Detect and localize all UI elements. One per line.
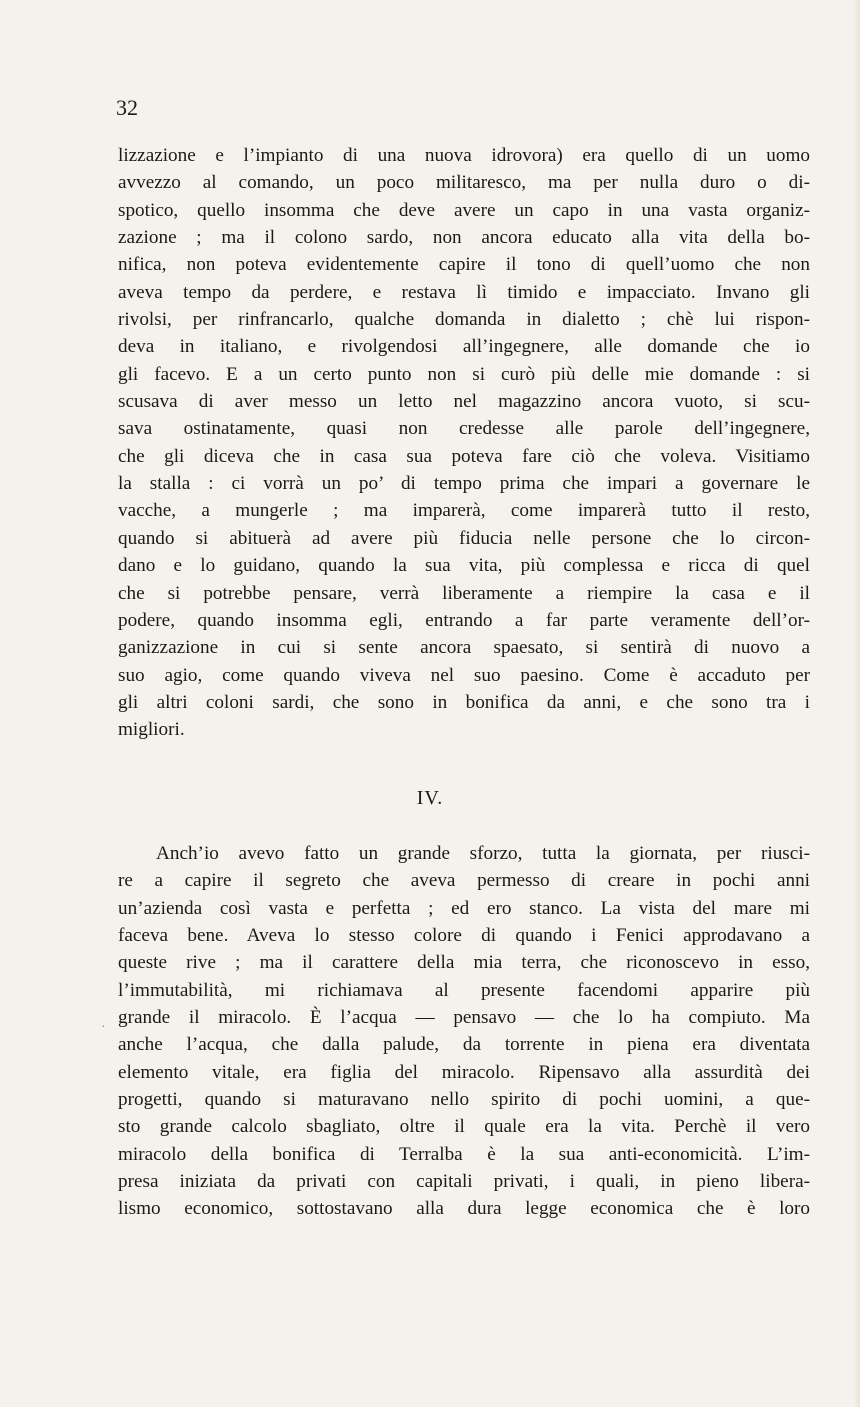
text-line: anche l’acqua, che dalla palude, da torrente in piena era diventata bbox=[118, 1034, 810, 1056]
paragraph-section-iv bbox=[118, 840, 810, 1223]
text-line: zazione ; ma il colono sardo, non ancora educato alla vita della bo- bbox=[118, 227, 810, 249]
text-line: miracolo della bonifica di Terralba è la sua anti-economicità. L’im- bbox=[118, 1143, 810, 1165]
text-line: faceva bene. Aveva lo stesso colore di quando i Fenici approdavano a bbox=[118, 925, 810, 947]
text-line: nifica, non poteva evidentemente capire il tono di quell’uomo che non bbox=[118, 254, 810, 276]
text-line: presa iniziata da privati con capitali privati, i quali, in pieno libera- bbox=[118, 1171, 810, 1193]
text-line: Anch’io avevo fatto un grande sforzo, tutta la giornata, per riusci- bbox=[156, 843, 810, 864]
text-line: sto grande calcolo sbagliato, oltre il quale era la vita. Perchè il vero bbox=[118, 1116, 810, 1138]
text-line: migliori. bbox=[118, 719, 185, 741]
text-line: scusava di aver messo un letto nel magazzino ancora vuoto, si scu- bbox=[118, 391, 810, 413]
text-line: rivolsi, per rinfrancarlo, qualche domanda in dialetto ; chè lui rispon- bbox=[118, 309, 810, 331]
text-line: un’azienda così vasta e perfetta ; ed ero stanco. La vista del mare mi bbox=[118, 897, 810, 919]
text-line: aveva tempo da perdere, e restava lì timido e impacciato. Invano gli bbox=[118, 281, 810, 303]
text-line: avvezzo al comando, un poco militaresco, ma per nulla duro o di- bbox=[118, 172, 810, 194]
text-line: grande il miracolo. È l’acqua — pensavo — che lo ha compiuto. Ma bbox=[118, 1007, 810, 1029]
text-line: ganizzazione in cui si sente ancora spaesato, si sentirà di nuovo a bbox=[118, 637, 810, 659]
text-line: podere, quando insomma egli, entrando a far parte veramente dell’or- bbox=[118, 609, 810, 631]
text-line: queste rive ; ma il carattere della mia terra, che riconoscevo in esso, bbox=[118, 952, 810, 974]
text-line: gli facevo. E a un certo punto non si curò più delle mie domande : si bbox=[118, 363, 810, 385]
text-line: l’immutabilità, mi richiamava al presente facendomi apparire più bbox=[118, 979, 810, 1001]
text-line: suo agio, come quando viveva nel suo paesino. Come è accaduto per bbox=[118, 664, 810, 686]
text-line: gli altri coloni sardi, che sono in bonifica da anni, e che sono tra i bbox=[118, 691, 810, 713]
paragraph-continuation bbox=[118, 142, 810, 744]
text-line: vacche, a mungerle ; ma imparerà, come imparerà tutto il resto, bbox=[118, 500, 810, 522]
text-line: lizzazione e l’impianto di una nuova idrovora) era quello di un uomo bbox=[118, 145, 810, 166]
text-line: quando si abituerà ad avere più fiducia nelle persone che lo circon- bbox=[118, 527, 810, 549]
page-number: 32 bbox=[116, 95, 138, 120]
page-edge-shadow bbox=[854, 0, 860, 1407]
text-line: che si potrebbe pensare, verrà liberamente a riempire la casa e il bbox=[118, 582, 810, 604]
text-line: dano e lo guidano, quando la sua vita, più complessa e ricca di quel bbox=[118, 555, 810, 577]
text-line: lismo economico, sottostavano alla dura legge economica che è loro bbox=[118, 1198, 810, 1220]
text-line: la stalla : ci vorrà un po’ di tempo prima che impari a governare le bbox=[118, 473, 810, 495]
text-line: progetti, quando si maturavano nello spirito di pochi uomini, a que- bbox=[118, 1089, 810, 1111]
text-line: elemento vitale, era figlia del miracolo. Ripensavo alla assurdità dei bbox=[118, 1061, 810, 1083]
text-line: che gli diceva che in casa sua poteva fare ciò che voleva. Visitiamo bbox=[118, 445, 810, 467]
section-heading: IV. bbox=[416, 787, 444, 809]
text-line: sava ostinatamente, quasi non credesse alle parole dell’ingegnere, bbox=[118, 418, 810, 440]
margin-dot: · bbox=[101, 1020, 106, 1035]
text-line: re a capire il segreto che aveva permesso di creare in pochi anni bbox=[118, 870, 810, 892]
text-line: deva in italiano, e rivolgendosi all’ingegnere, alle domande che io bbox=[118, 336, 810, 358]
text-line: spotico, quello insomma che deve avere un capo in una vasta organiz- bbox=[118, 199, 810, 221]
